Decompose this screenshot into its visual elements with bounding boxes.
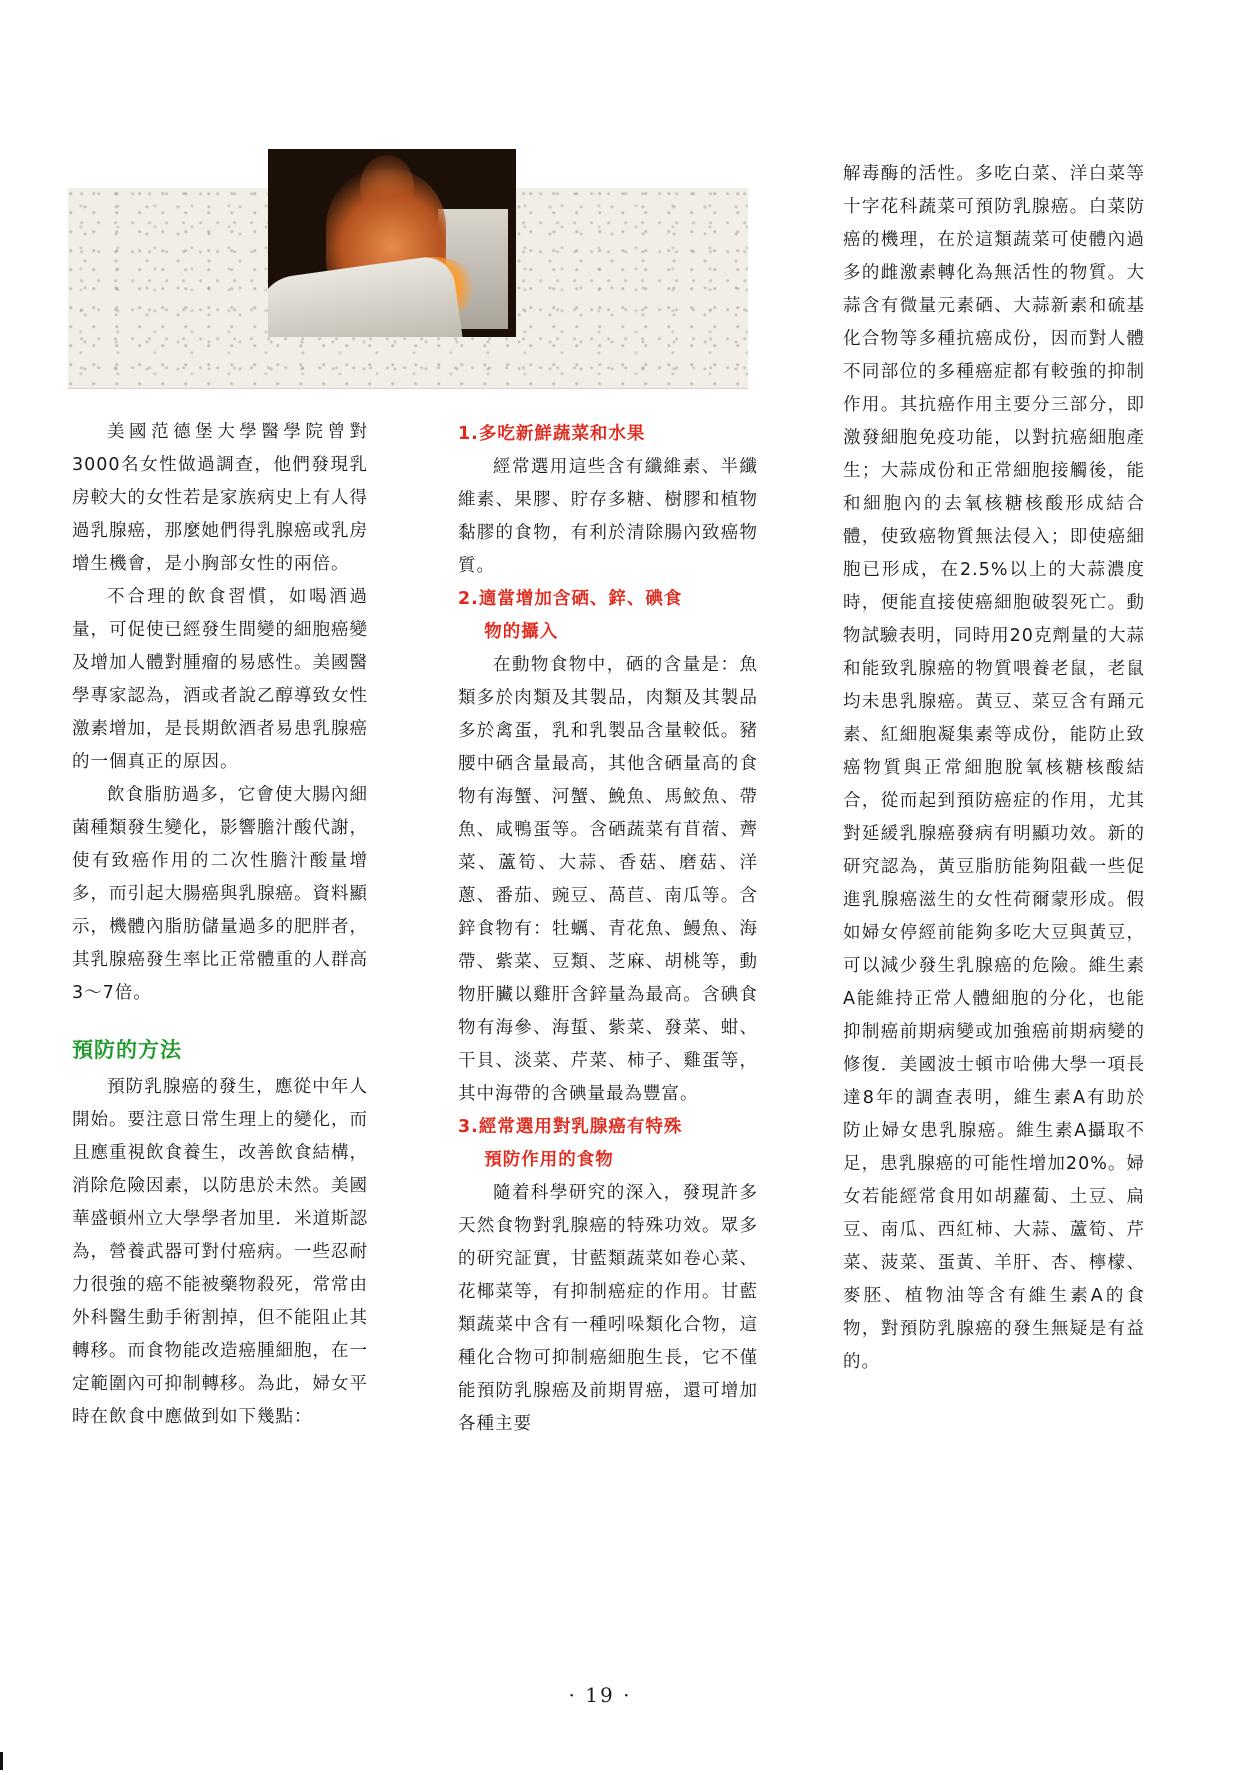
paragraph: 解毒酶的活性。多吃白菜、洋白菜等十字花科蔬菜可預防乳腺癌。白菜防癌的機理，在於這類蔬菜可使體內過多的雌激素轉化為無活性的物質。大蒜含有微量元素硒、大蒜新素和硫基化合物等多種抗癌成份，因而對人體不同部位的多種癌症都有較強的抑制作用。其抗癌作用主要分三部分，即激發細胞免疫功能，以對抗癌細胞產生；大蒜成份和正常細胞接觸後，能和細胞內的去氧核糖核酸形成結合體，使致癌物質無法侵入；即使癌細胞已形成，在2.5%以上的大蒜濃度時，便能直接使癌細胞破裂死亡。動物試驗表明，同時用20克劑量的大蒜和能致乳腺癌的物質喂養老鼠，老鼠均未患乳腺癌。黃豆、菜豆含有踊元素、紅細胞凝集素等成份，能防止致癌物質與正常細胞脫氧核糖核酸結合，從而起到預防癌症的作用，尤其對延緩乳腺癌發病有明顯功效。新的研究認為，黃豆脂肪能夠阻截一些促進乳腺癌滋生的女性荷爾蒙形成。假如婦女停經前能夠多吃大豆與黃豆，可以減少發生乳腺癌的危險。維生素A能維持正常人體細胞的分化，也能抑制癌前期病變或加強癌前期病變的修復．美國波士頓市哈佛大學一項長達8年的調查表明，維生素A有助於防止婦女患乳腺癌。維生素A攝取不足，患乳腺癌的可能性增加20%。婦女若能經常食用如胡蘿蔔、土豆、扁豆、南瓜、西紅柿、大蒜、蘆筍、芹菜、菠菜、蛋黃、羊肝、杏、檸檬、麥胚、植物油等含有維生素A的食物，對預防乳腺癌的發生無疑是有益的。	[843, 164, 1145, 1372]
column-3	[843, 158, 1145, 1379]
subsection-title-1: 1.多吃新鮮蔬菜和水果	[458, 424, 646, 444]
column-2	[458, 418, 758, 1441]
subsection-title-3	[458, 1111, 758, 1177]
section-title: 預防的方法	[72, 1038, 182, 1062]
scan-edge-mark	[0, 1752, 3, 1770]
subsection-title-line: 2.適當增加含硒、鋅、碘食	[458, 589, 683, 609]
subsection-title-2	[458, 583, 758, 649]
column-1	[72, 416, 368, 1434]
paragraph: 不合理的飲食習慣，如喝酒過量，可促使已經發生間變的細胞癌變及增加人體對腫瘤的易感性。美國醫學專家認為，酒或者說乙醇導致女性激素增加，是長期飲酒者易患乳腺癌的一個真正的原因。	[72, 587, 368, 772]
subsection-title-line: 物的攝入	[484, 622, 559, 642]
paragraph: 預防乳腺癌的發生，應從中年人開始。要注意日常生理上的變化，而且應重視飲食養生，改善飲食結構，消除危險因素，以防患於未然。美國華盛頓州立大學學者加里．米道斯認為，營養武器可對付癌病。一些忍耐力很強的癌不能被藥物殺死，常常由外科醫生動手術割掉，但不能阻止其轉移。而食物能改造癌腫細胞，在一定範圍內可抑制轉移。為此，婦女平時在飲食中應做到如下幾點：	[72, 1077, 368, 1427]
subsection-title-line: 預防作用的食物	[484, 1150, 614, 1170]
paragraph: 經常選用這些含有纖維素、半纖維素、果膠、貯存多糖、樹膠和植物黏膠的食物，有利於清除腸內致癌物質。	[458, 457, 758, 576]
photo-machine	[268, 254, 463, 337]
paragraph: 隨着科學研究的深入，發現許多天然食物對乳腺癌的特殊功效。眾多的研究証實，甘藍類蔬菜如卷心菜、花椰菜等，有抑制癌症的作用。甘藍類蔬菜中含有一種吲哚類化合物，這種化合物可抑制癌細胞生長，它不僅能預防乳腺癌及前期胃癌，還可增加各種主要	[458, 1183, 758, 1434]
subsection-title-line: 3.經常選用對乳腺癌有特殊	[458, 1117, 683, 1137]
page-number: · 19 ·	[568, 1683, 632, 1707]
mammography-photo	[268, 149, 516, 337]
paragraph: 飲食脂肪過多，它會使大腸內細菌種類發生變化，影響膽汁酸代謝，使有致癌作用的二次性膽汁酸量增多，而引起大腸癌與乳腺癌。資料顯示，機體內脂肪儲量過多的肥胖者，其乳腺癌發生率比正常體重的人群高3～7倍。	[72, 785, 368, 1003]
paragraph: 在動物食物中，硒的含量是：魚類多於肉類及其製品，肉類及其製品多於禽蛋，乳和乳製品含量較低。豬腰中硒含量最高，其他含硒量高的食物有海蟹、河蟹、鮸魚、馬鮫魚、帶魚、咸鴨蛋等。含硒蔬菜有苜蓿、薺菜、蘆筍、大蒜、香菇、磨菇、洋蔥、番茄、豌豆、萵苣、南瓜等。含鋅食物有：牡蠣、青花魚、鰻魚、海帶、紫菜、豆類、芝麻、胡桃等，動物肝臟以雞肝含鋅量為最高。含碘食物有海參、海蜇、紫菜、發菜、蚶、干貝、淡菜、芹菜、柿子、雞蛋等，其中海帶的含碘量最為豐富。	[458, 655, 758, 1104]
paragraph: 美國范德堡大學醫學院曾對3000名女性做過調查，他們發現乳房較大的女性若是家族病史上有人得過乳腺癌，那麼她們得乳腺癌或乳房增生機會，是小胸部女性的兩倍。	[72, 422, 368, 574]
